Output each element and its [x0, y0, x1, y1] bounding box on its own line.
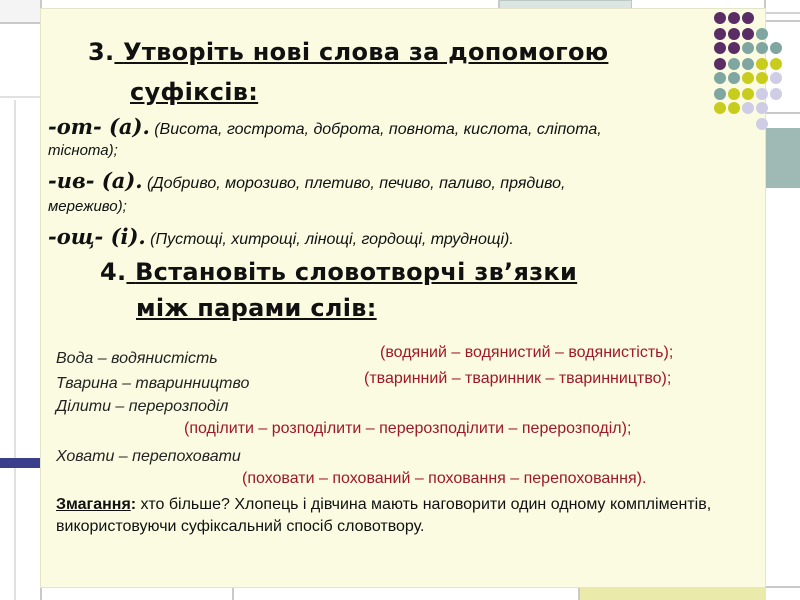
word-pair: Ділити – перерозподіл [56, 398, 229, 415]
navy-block [0, 458, 40, 468]
suffix-item-yv [48, 168, 565, 193]
task3-title [88, 38, 608, 66]
derivation-chain: (поховати – похований – поховання – перепоховання). [242, 470, 647, 487]
contest-label: Змагання [56, 496, 131, 513]
suffix-item-ot-cont [48, 142, 118, 159]
contest-note [56, 494, 756, 538]
suffix-label: -ощ- (і). [48, 224, 146, 249]
suffix-examples: (Висота, гострота, доброта, повнота, кислота, сліпота, [149, 121, 602, 138]
task3-title-line2-text: суфіксів: [130, 78, 259, 106]
suffix-examples: (Добриво, морозиво, плетиво, печиво, паливо, прядиво, [142, 175, 566, 192]
suffix-item-yv-cont [48, 198, 127, 215]
derivation-chain: (водяний – водянистий – водянистість); [380, 344, 674, 361]
suffix-label: -от- (а). [48, 114, 150, 139]
word-pair: Ховати – перепоховати [56, 448, 241, 465]
frame-line [14, 100, 16, 600]
contest-colon: : [130, 496, 137, 513]
derivation-chain: (поділити – розподілити – перерозподілити – перерозподіл); [184, 420, 632, 437]
contest-text: хто більше? Хлопець і дівчина мають наговорити один одному компліментів, використовуючи суфіксальний спосіб словотвору. [56, 496, 712, 535]
frame-line [764, 112, 800, 114]
task3-title-line1: Утворіть нові слова за допомогою [123, 38, 609, 66]
suffix-item-oshch [48, 224, 514, 249]
frame-line [0, 96, 40, 98]
task4-title-line2-text: між парами слів: [136, 294, 377, 322]
corner-block-left [0, 0, 40, 23]
task3-number: 3. [88, 38, 115, 66]
right-teal-block [766, 128, 800, 188]
task4-title-line1: Встановіть словотворчі зв’язки [135, 258, 578, 286]
task4-number: 4. [100, 258, 127, 286]
word-pair: Тварина – тваринництво [56, 375, 250, 392]
task3-title-line2 [130, 78, 258, 106]
suffix-item-ot [48, 114, 602, 139]
frame-line [764, 20, 800, 22]
suffix-label: -ив- (а). [48, 168, 143, 193]
frame-line [0, 22, 40, 24]
task4-title-line2 [136, 294, 377, 322]
derivation-chain: (тваринний – тваринник – тваринництво); [364, 370, 672, 387]
suffix-examples: тіснота); [48, 142, 118, 159]
suffix-examples: мереживо); [48, 198, 127, 215]
word-pair: Вода – водянистість [56, 350, 218, 367]
task4-title [100, 258, 577, 286]
suffix-examples: (Пустощі, хитрощі, лінощі, гордощі, труднощі). [145, 231, 514, 248]
